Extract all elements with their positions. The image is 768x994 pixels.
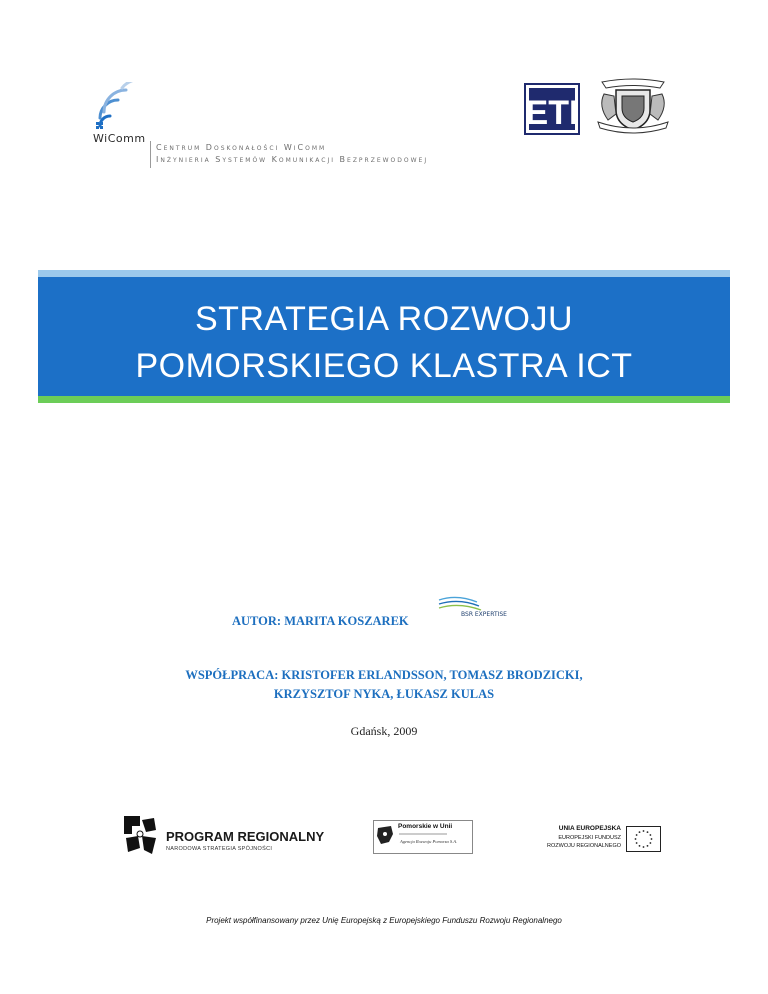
funding-note: Projekt współfinansowany przez Unię Europejską z Europejskiego Funduszu Rozwoju Regionalnego (206, 916, 562, 925)
document-title-line-1: STRATEGIA ROZWOJU (194, 300, 574, 338)
program-regionalny-subtitle: NARODOWA STRATEGIA SPÓJNOŚCI (166, 846, 273, 852)
bsr-expertise-logo (437, 594, 519, 620)
eu-label-3: ROZWOJU REGIONALNEGO (547, 843, 621, 849)
divider (150, 141, 151, 168)
eti-logo-text: ETI (525, 94, 579, 132)
eti-logo (524, 83, 580, 135)
wicomm-tagline-1: Centrum Doskonałości WiComm (156, 143, 327, 152)
program-regionalny-emblem (120, 812, 160, 858)
pomorskie-subtitle: Agencja Rozwoju Pomorza S.A. (400, 839, 458, 844)
title-band-top (38, 270, 730, 277)
collaborators-line-1: WSPÓŁPRACA: KRISTOFER ERLANDSSON, TOMASZ BRODZICKI, (185, 668, 583, 682)
bsr-logo-text: BSR EXPERTISE (461, 611, 507, 618)
title-band-bottom (38, 396, 730, 403)
document-title-line-2: POMORSKIEGO KLASTRA ICT (135, 347, 633, 385)
eu-label-2: EUROPEJSKI FUNDUSZ (558, 835, 621, 841)
wicomm-wordmark: WiComm (93, 132, 146, 145)
eu-label-1: UNIA EUROPEJSKA (558, 825, 621, 832)
university-crest-icon (594, 76, 672, 134)
author: AUTOR: MARITA KOSZAREK (232, 614, 409, 628)
program-regionalny-title: PROGRAM REGIONALNY (166, 829, 325, 844)
wicomm-tagline-2: Inżynieria Systemów Komunikacji Bezprzewodowej (156, 155, 429, 164)
collaborators-line-2: KRZYSZTOF NYKA, ŁUKASZ KULAS (273, 687, 495, 701)
pomorskie-title: Pomorskie w Unii (398, 823, 453, 830)
eu-flag-icon (626, 826, 661, 852)
place-and-date: Gdańsk, 2009 (350, 724, 418, 738)
